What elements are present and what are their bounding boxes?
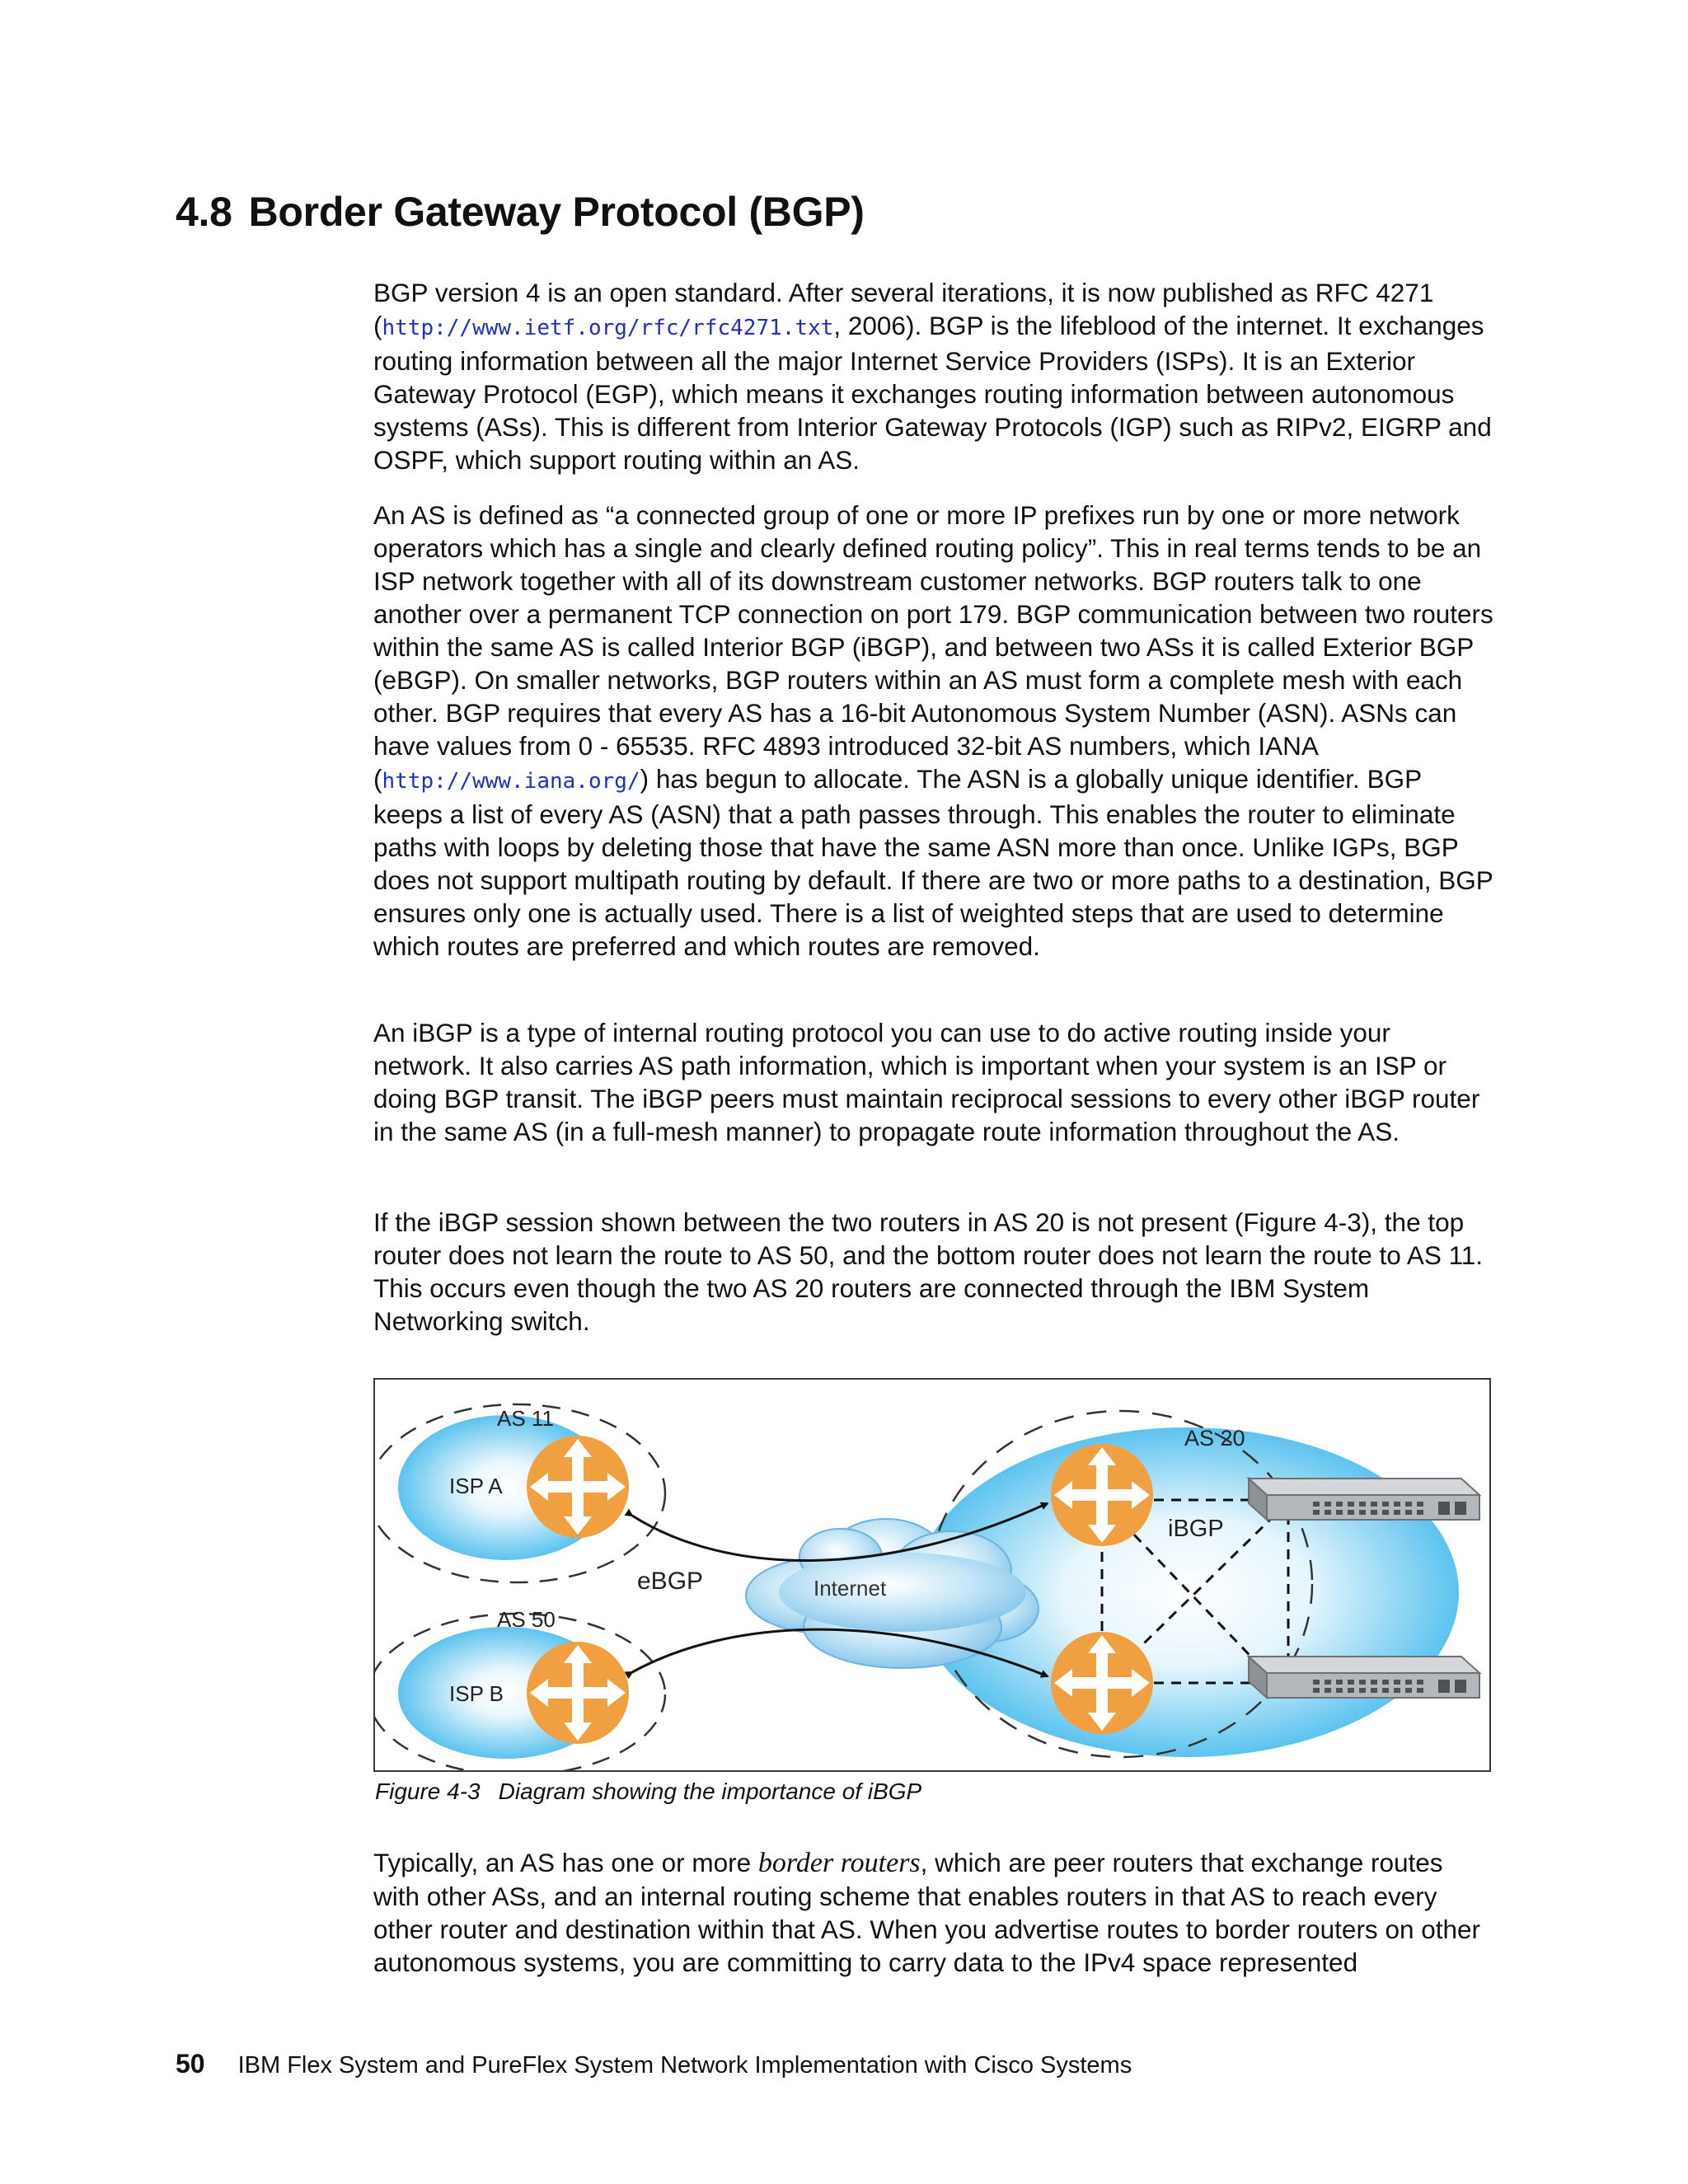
as11-region [375,1404,665,1582]
link-iana[interactable]: http://www.iana.org/ [382,769,640,794]
paragraph-border-routers [373,1846,1494,1979]
section-heading [176,188,865,236]
as50-label: AS 50 [497,1607,556,1632]
isp-a-label: ISP A [449,1474,503,1498]
section-title: Border Gateway Protocol (BGP) [248,189,865,235]
ebgp-label: eBGP [637,1568,704,1595]
emphasis-border-routers: border routers [757,1848,921,1878]
page-number: 50 [176,2049,205,2079]
router-icon [1051,1444,1153,1546]
text-run: , which are peer routers that exchange routes with other ASs, and an internal routing scheme that enables routers in that AS to reach every other router and destination within that AS. When you advertise routes to border routers on other autonomous systems, you are committing to carry data to the IPv4 space represented [373,1848,1481,1977]
network-switch-icon [1249,1479,1479,1520]
router-icon [527,1642,629,1744]
diagram-svg [375,1380,1489,1770]
text-run: An AS is defined as “a connected group of one or more IP prefixes run by one or more network operators which has a single and clearly defined routing policy”. This in real terms tends to be an ISP network together with all of its downstream customer networks. BGP routers talk to one another over a permanent TCP connection on port 179. BGP communication between two routers within the same AS is called Interior BGP (iBGP), and between two ASs it is called Exterior BGP (eBGP). On smaller networks, BGP routers within an AS must form a complete mesh with each other. BGP requires that every AS has a 16-bit Autonomous System Number (ASN). ASNs can have values from 0 - 65535. RFC 4893 introduced 32-bit AS numbers, which IANA ( [373,500,1493,794]
paragraph-rfc4271 [373,276,1494,476]
paragraph-as-definition [373,499,1494,963]
book-title: IBM Flex System and PureFlex System Network Implementation with Cisco Systems [237,2052,1132,2079]
figure-number: Figure 4-3 [375,1779,481,1804]
figure-ibgp-diagram [373,1378,1491,1772]
as11-label: AS 11 [497,1406,554,1431]
figure-caption [375,1779,921,1805]
text-run: , 2006). BGP is the lifeblood of the internet. It exchanges routing information between all the major Internet Service Providers (ISPs). It is an Exterior Gateway Protocol (EGP), which means it exchanges routing information between autonomous systems (ASs). This is different from Interior Gateway Protocols (IGP) such as RIPv2, EIGRP and OSPF, which support routing within an AS. [373,311,1492,475]
internet-label: Internet [814,1576,887,1601]
paragraph-ibgp-session: If the iBGP session shown between the two routers in AS 20 is not present (Figure 4-3), the top router does not learn the route to AS 50, and the bottom router does not learn the route to AS 11. This occurs even though the two AS 20 routers are connected through the IBM System Networking switch. [373,1207,1484,1336]
page-footer [176,2049,1132,2079]
figure-caption-text: Diagram showing the importance of iBGP [498,1779,922,1804]
isp-b-label: ISP B [449,1681,504,1706]
text-run: ) has begun to allocate. The ASN is a globally unique identifier. BGP keeps a list of every AS (ASN) that a path passes through. This enables the router to eliminate paths with loops by deleting those that have the same ASN more than once. Unlike IGPs, BGP does not support multipath routing by default. If there are two or more paths to a destination, BGP ensures only one is actually used. There is a list of weighted steps that are used to determine which routes are preferred and which routes are removed. [373,764,1493,961]
section-number: 4.8 [176,189,232,235]
router-icon [1051,1632,1153,1734]
ibgp-label: iBGP [1168,1516,1224,1542]
as20-label: AS 20 [1184,1426,1245,1451]
paragraph-ibgp: An iBGP is a type of internal routing protocol you can use to do active routing inside your network. It also carries AS path information, which is important when your system is an ISP or doing BGP transit. The iBGP peers must maintain reciprocal sessions to every other iBGP router in the same AS (in a full-mesh manner) to propagate route information throughout the AS. [373,1018,1480,1146]
router-icon [527,1436,629,1538]
text-run: BGP version 4 is an open standard. After several iterations, it is now published as RFC 4271 ( [373,278,1434,340]
as50-region [375,1607,665,1770]
text-run: Typically, an AS has one or more [373,1848,758,1877]
network-switch-icon [1249,1657,1479,1698]
link-rfc4271[interactable]: http://www.ietf.org/rfc/rfc4271.txt [382,316,834,340]
